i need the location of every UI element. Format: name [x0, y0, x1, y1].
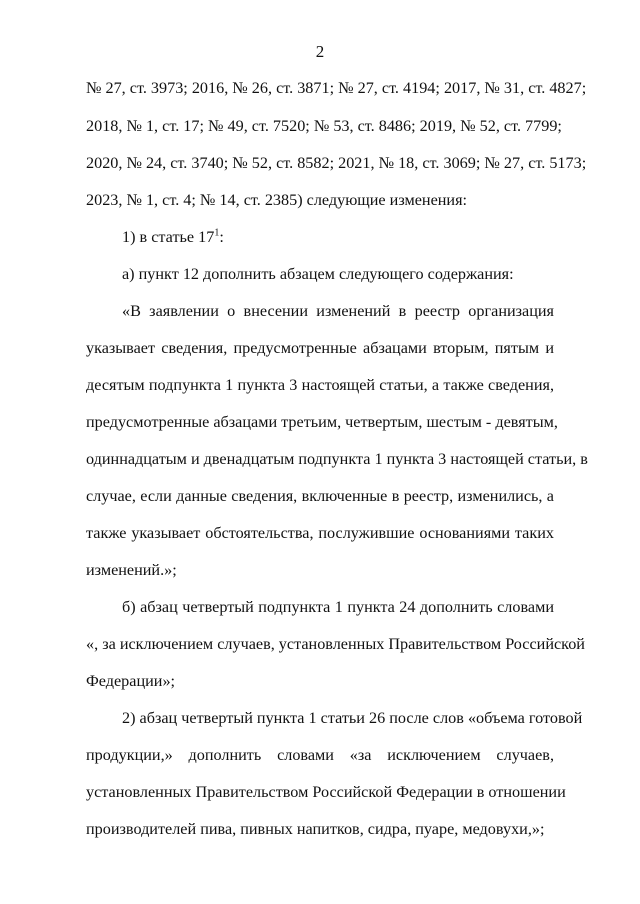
text-line: изменений.»;	[86, 561, 177, 579]
text-line: случае, если данные сведения, включенные в реестр, изменились, а	[86, 487, 554, 505]
text-line: десятым подпункта 1 пункта 3 настоящей статьи, а также сведения,	[86, 376, 554, 394]
text-line: производителей пива, пивных напитков, сидра, пуаре, медовухи,»;	[86, 820, 545, 838]
text-line: № 27, ст. 3973; 2016, № 26, ст. 3871; № 27, ст. 4194; 2017, № 31, ст. 4827;	[86, 79, 587, 97]
text-line: 2020, № 24, ст. 3740; № 52, ст. 8582; 2021, № 18, ст. 3069; № 27, ст. 5173;	[86, 154, 587, 172]
text-line: указывает сведения, предусмотренные абзацами вторым, пятым и	[86, 339, 554, 357]
text-line: «, за исключением случаев, установленных Правительством Российской	[86, 635, 585, 653]
text-line: «В заявлении о внесении изменений в реестр организация	[122, 302, 554, 320]
text-line: предусмотренные абзацами третьим, четвертым, шестым - девятым,	[86, 413, 558, 431]
text-line: 2) абзац четвертый пункта 1 статьи 26 после слов «объема готовой	[122, 709, 583, 727]
text-line: продукции,» дополнить словами «за исключением случаев,	[86, 746, 554, 764]
text-line: а) пункт 12 дополнить абзацем следующего содержания:	[122, 265, 514, 283]
text-line: Федерации»;	[86, 672, 176, 690]
text-line: установленных Правительством Российской Федерации в отношении	[86, 783, 566, 801]
text-line: также указывает обстоятельства, послужившие основаниями таких	[86, 524, 554, 542]
text-line: б) абзац четвертый подпункта 1 пункта 24 дополнить словами	[122, 598, 554, 616]
article-heading-colon: :	[219, 228, 224, 246]
article-heading	[122, 227, 224, 247]
text-line: 2018, № 1, ст. 17; № 49, ст. 7520; № 53, ст. 8486; 2019, № 52, ст. 7799;	[86, 117, 562, 135]
article-heading-text: 1) в статье 17	[122, 228, 215, 246]
text-line: 2023, № 1, ст. 4; № 14, ст. 2385) следующие изменения:	[86, 191, 468, 209]
article-superscript: 1	[214, 227, 220, 239]
page-number: 2	[315, 42, 325, 61]
text-line: одиннадцатым и двенадцатым подпункта 1 пункта 3 настоящей статьи, в	[86, 450, 588, 468]
